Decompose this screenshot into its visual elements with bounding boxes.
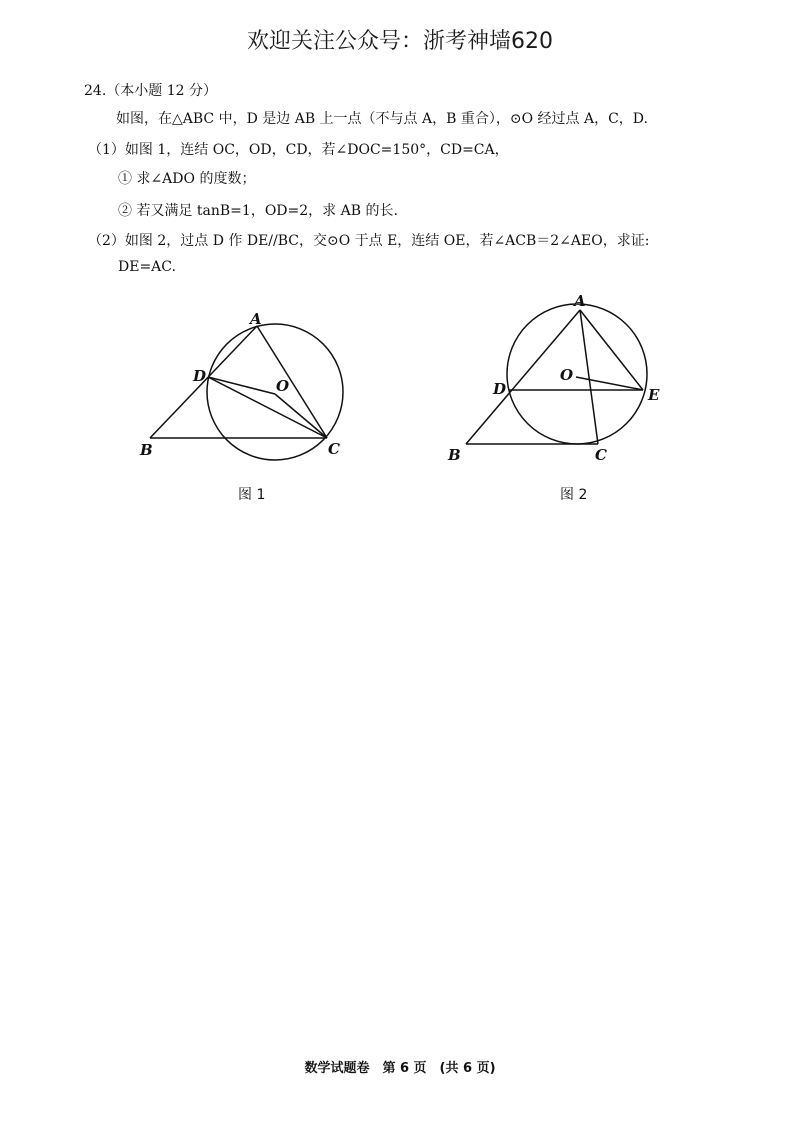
part-1-sub-1: ① 求∠ADO 的度数；	[118, 171, 256, 187]
figure-1-diagram	[130, 300, 360, 475]
figure-2-caption: 图 2	[560, 487, 588, 503]
label-a: A	[574, 292, 586, 310]
part-1: （1）如图 1，连结 OC，OD，CD，若∠DOC=150°，CD=CA，	[88, 142, 509, 158]
figure-2-diagram	[440, 290, 680, 470]
question-stem: 如图，在△ABC 中，D 是边 AB 上一点（不与点 A，B 重合），⊙O 经过点 A，C，D.	[116, 111, 648, 127]
circle-o	[507, 304, 647, 444]
label-d: D	[193, 367, 207, 385]
part-2: （2）如图 2，过点 D 作 DE//BC，交⊙O 于点 E，连结 OE，若∠ACB＝2∠AEO，求证:	[88, 233, 650, 249]
label-c: C	[595, 446, 607, 464]
figure-2	[440, 290, 680, 474]
part-2-continued: DE=AC.	[118, 259, 176, 275]
part-1-sub-2: ② 若又满足 tanB=1，OD=2，求 AB 的长.	[118, 203, 398, 219]
segment-oe	[576, 377, 643, 390]
segment-dc	[208, 377, 327, 438]
label-o: O	[560, 366, 574, 384]
label-c: C	[328, 440, 340, 458]
question-number: 24.（本小题 12 分）	[84, 83, 217, 99]
label-b: B	[448, 446, 461, 464]
label-o: O	[276, 377, 290, 395]
segment-ac	[257, 326, 327, 438]
header-banner: 欢迎关注公众号：浙考神墙620	[247, 29, 553, 54]
label-d: D	[493, 380, 507, 398]
figure-1-caption: 图 1	[238, 487, 266, 503]
label-e: E	[648, 386, 660, 404]
label-a: A	[250, 310, 262, 328]
figure-1	[130, 300, 360, 479]
circle-o	[207, 324, 343, 460]
page-footer: 数学试题卷 第 6 页 (共 6 页)	[304, 1061, 496, 1076]
label-b: B	[140, 441, 153, 459]
segment-do	[208, 377, 275, 394]
